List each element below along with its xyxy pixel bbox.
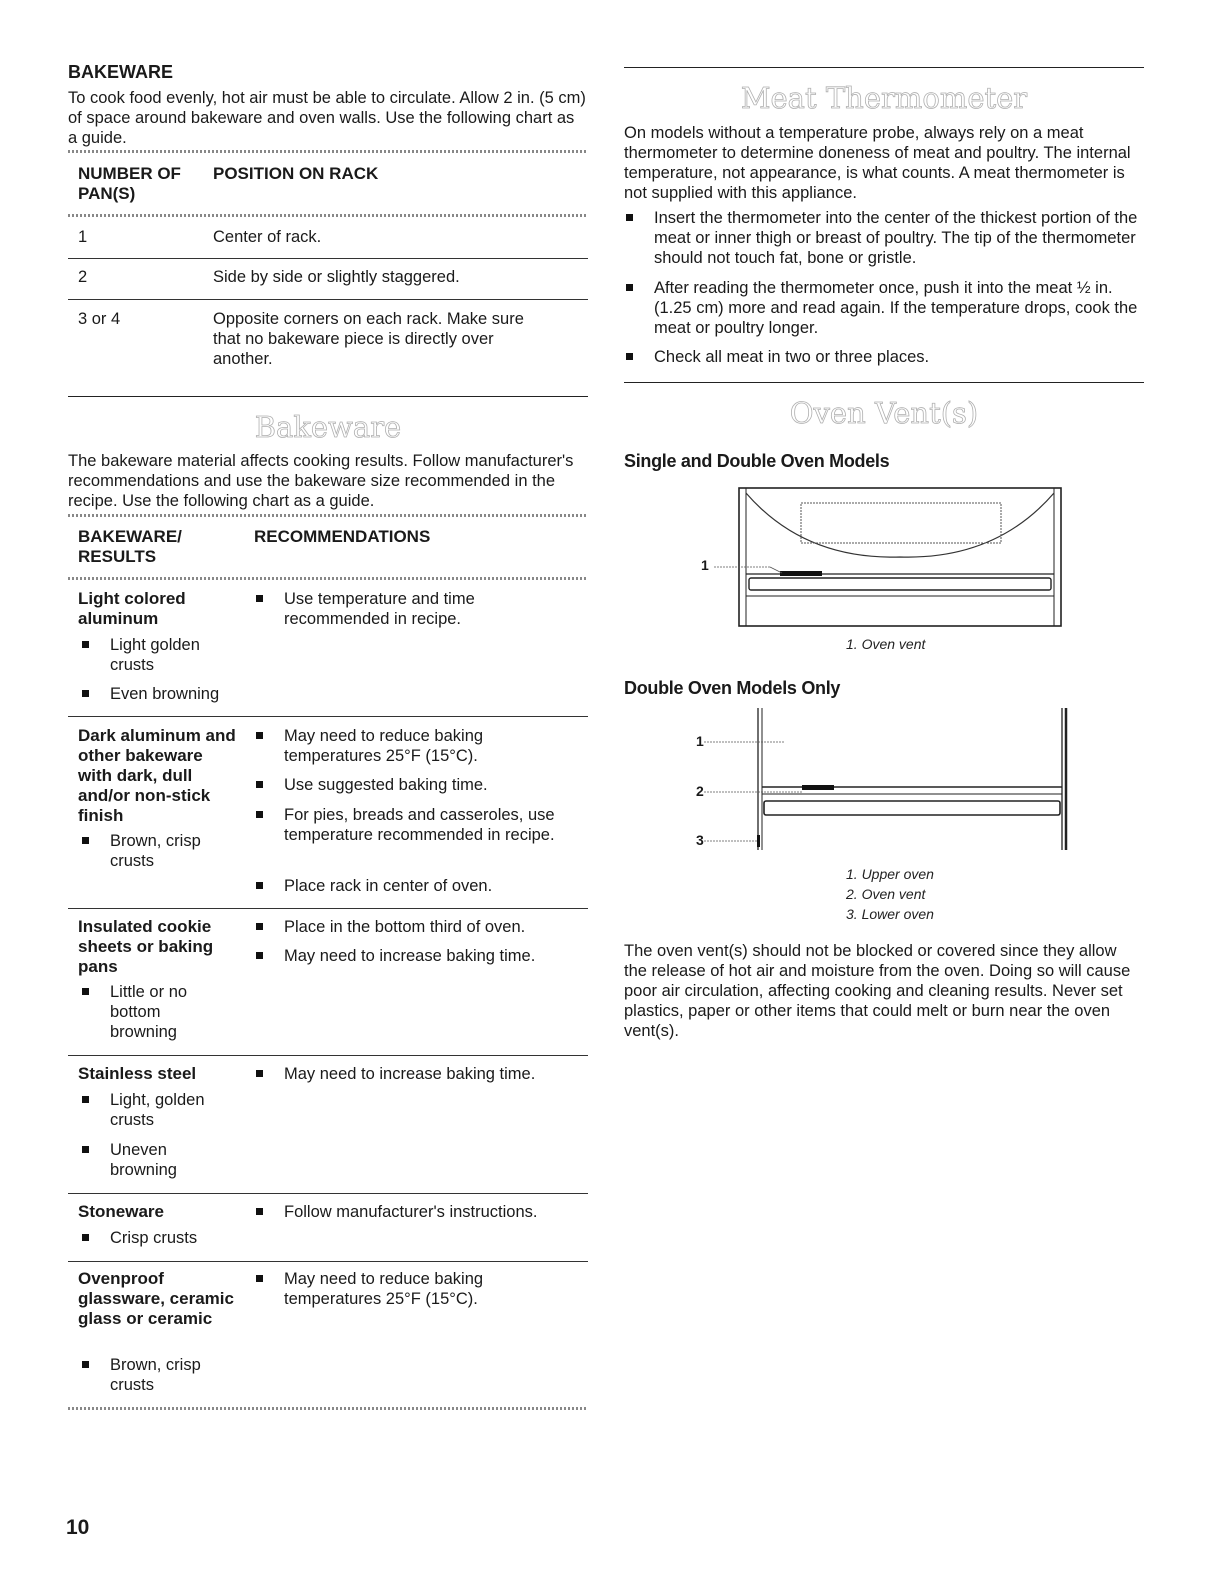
thermometer-bullet: Check all meat in two or three places. bbox=[624, 347, 1144, 367]
bakeware-name: Dark aluminum and other bakeware with dark, dull and/or non-stick finish bbox=[78, 726, 236, 825]
section-rule bbox=[624, 382, 1144, 383]
recommendation-item: May need to reduce baking temperatures 25°F (15°C). bbox=[254, 1269, 534, 1309]
result-item: Brown, crisp crusts bbox=[80, 831, 240, 871]
double-label-3: 3 bbox=[696, 832, 704, 848]
table-cell-pos: Side by side or slightly staggered. bbox=[213, 268, 460, 286]
result-item: Crisp crusts bbox=[80, 1228, 260, 1248]
divider bbox=[68, 577, 588, 580]
single-caption: 1. Oven vent bbox=[846, 636, 926, 652]
double-caption-1: 1. Upper oven bbox=[846, 866, 934, 882]
bakeware-name: Stainless steel bbox=[78, 1064, 197, 1083]
row-divider bbox=[68, 299, 588, 300]
divider bbox=[68, 514, 588, 517]
left-column bbox=[68, 0, 588, 1575]
result-item: Light golden crusts bbox=[80, 635, 230, 675]
section-rule bbox=[624, 67, 1144, 68]
bakeware-name: Insulated cookie sheets or baking pans bbox=[78, 917, 214, 976]
oven-vents-text: The oven vent(s) should not be blocked or covered since they allow the release of hot air and moisture from the oven. Doing so will cause poor air circulation, affecting cooking and cleaning results. Never set plastics, paper or other items that could melt or burn near the oven vent(s). bbox=[624, 942, 1131, 1040]
recommendation-item: Place rack in center of oven. bbox=[254, 876, 584, 896]
table-header-number-of-pans: NUMBER OF PAN(S) bbox=[78, 164, 181, 203]
row-divider bbox=[68, 1261, 588, 1262]
divider bbox=[68, 214, 588, 217]
row-divider bbox=[68, 716, 588, 717]
bakeware-text: The bakeware material affects cooking results. Follow manufacturer's recommendations and use the bakeware size recommended in the recipe. Use the following chart as a guide. bbox=[68, 452, 574, 510]
recommendation-item: Place in the bottom third of oven. bbox=[254, 917, 594, 937]
recommendation-item: May need to reduce baking temperatures 25°F (15°C). bbox=[254, 726, 534, 766]
bakeware-name: Light colored aluminum bbox=[78, 589, 186, 628]
double-label-2: 2 bbox=[696, 783, 704, 799]
result-item: Uneven browning bbox=[80, 1140, 210, 1180]
single-double-heading: Single and Double Oven Models bbox=[624, 451, 890, 471]
row-divider bbox=[68, 1055, 588, 1056]
double-oven-vent-diagram bbox=[684, 705, 1074, 855]
single-oven-vent-diagram bbox=[684, 485, 1064, 630]
divider bbox=[68, 1407, 588, 1410]
result-item: Little or no bottom browning bbox=[80, 982, 220, 1042]
result-item: Even browning bbox=[80, 684, 260, 704]
table-cell-num: 2 bbox=[78, 268, 88, 286]
right-column bbox=[624, 0, 1144, 1575]
bakeware-intro-text: To cook food evenly, hot air must be able to circulate. Allow 2 in. (5 cm) of space around bakeware and oven walls. Use the following chart as a guide. bbox=[68, 89, 586, 147]
page-number: 10 bbox=[66, 1516, 90, 1539]
bakeware-name: Ovenproof glassware, ceramic glass or ceramic bbox=[78, 1269, 234, 1328]
result-item: Brown, crisp crusts bbox=[80, 1355, 230, 1395]
double-caption-3: 3. Lower oven bbox=[846, 906, 934, 922]
divider bbox=[68, 150, 588, 153]
meat-thermometer-text: On models without a temperature probe, always rely on a meat thermometer to determine doneness of meat and poultry. The internal temperature, not appearance, is what counts. A meat thermometer is not supplied with this appliance. bbox=[624, 124, 1131, 202]
table-cell-num: 3 or 4 bbox=[78, 310, 121, 328]
table-cell-pos: Opposite corners on each rack. Make sure that no bakeware piece is directly over another. bbox=[213, 310, 524, 368]
row-divider bbox=[68, 258, 588, 259]
bakeware-title: Bakeware bbox=[254, 410, 402, 444]
table-cell-pos: Center of rack. bbox=[213, 228, 322, 246]
bakeware-intro-heading: BAKEWARE bbox=[68, 62, 174, 82]
table-header-recommendations: RECOMMENDATIONS bbox=[254, 527, 431, 546]
bakeware-name: Stoneware bbox=[78, 1202, 164, 1221]
recommendation-item: For pies, breads and casseroles, use temperature recommended in recipe. bbox=[254, 805, 584, 845]
thermometer-bullet: After reading the thermometer once, push it into the meat ½ in. (1.25 cm) more and read again. If the temperature drops, cook the meat or poultry longer. bbox=[624, 278, 1144, 338]
row-divider bbox=[68, 1193, 588, 1194]
recommendation-item: Use temperature and time recommended in recipe. bbox=[254, 589, 534, 629]
row-divider bbox=[68, 908, 588, 909]
single-label: 1 bbox=[701, 557, 709, 573]
result-item: Light, golden crusts bbox=[80, 1090, 230, 1130]
table-cell-num: 1 bbox=[78, 228, 88, 246]
section-rule bbox=[68, 396, 588, 397]
thermometer-bullet: Insert the thermometer into the center of the thickest portion of the meat or inner thigh or breast of poultry. The tip of the thermometer should not touch fat, bone or gristle. bbox=[624, 208, 1144, 268]
recommendation-item: Follow manufacturer's instructions. bbox=[254, 1202, 604, 1222]
double-label-1: 1 bbox=[696, 733, 704, 749]
table-header-bakeware-results: BAKEWARE/ RESULTS bbox=[78, 527, 182, 566]
meat-thermometer-title: Meat Thermometer bbox=[740, 81, 1028, 115]
table-header-position-on-rack: POSITION ON RACK bbox=[213, 164, 379, 183]
recommendation-item: Use suggested baking time. bbox=[254, 775, 584, 795]
double-heading: Double Oven Models Only bbox=[624, 678, 841, 698]
double-caption-2: 2. Oven vent bbox=[846, 886, 926, 902]
recommendation-item: May need to increase baking time. bbox=[254, 1064, 594, 1084]
oven-vents-title: Oven Vent(s) bbox=[789, 396, 979, 430]
recommendation-item: May need to increase baking time. bbox=[254, 946, 594, 966]
